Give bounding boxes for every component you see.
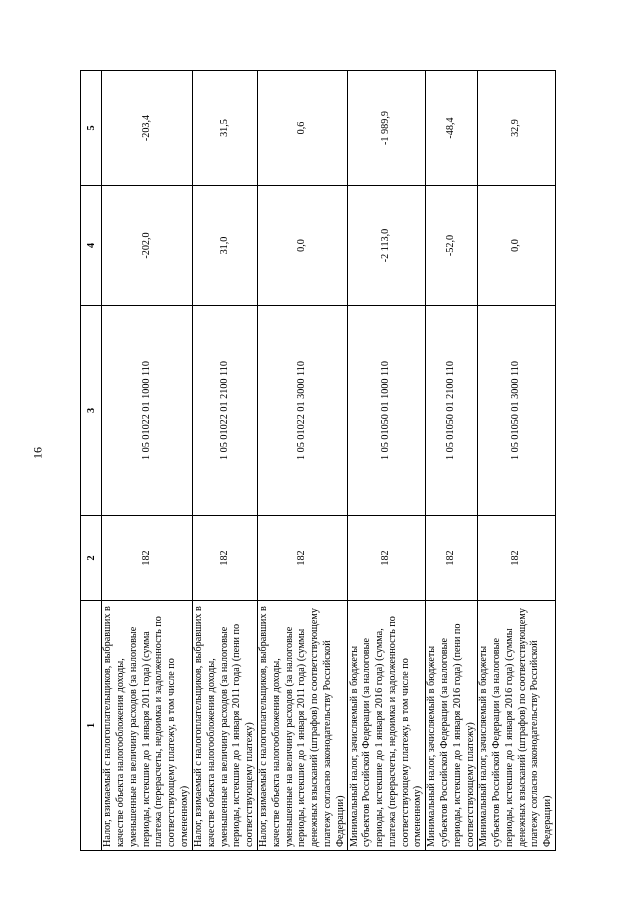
table-row bbox=[426, 71, 478, 851]
revenue-table bbox=[80, 70, 556, 851]
table-row bbox=[478, 71, 556, 851]
row-value-col5: -1 989,9 bbox=[348, 71, 426, 186]
row-value-col5: -203,4 bbox=[102, 71, 193, 186]
table-row bbox=[102, 71, 193, 851]
table-header-row bbox=[81, 71, 102, 851]
row-admin-code: 182 bbox=[426, 516, 478, 601]
row-value-col4: 0,0 bbox=[478, 186, 556, 306]
row-name: Минимальный налог, зачисляемый в бюджеты субъектов Российской Федерации (за налоговые периоды, истекшие до 1 января 2016 года) (суммы денежных взысканий (штрафов) по соответствующему платежу согласно законодательству Российской Федерации) bbox=[478, 601, 556, 851]
row-budget-code: 1 05 01022 01 1000 110 bbox=[102, 306, 193, 516]
header-col-2: 2 bbox=[81, 516, 102, 601]
header-col-1: 1 bbox=[81, 601, 102, 851]
row-budget-code: 1 05 01050 01 3000 110 bbox=[478, 306, 556, 516]
row-name: Налог, взимаемый с налогоплательщиков, выбравших в качестве объекта налогообложения доходы, уменьшенные на величину расходов (за налоговые периоды, истекшие до 1 января 2011 года) (суммы денежных взысканий (штрафов) по соответствующему платежу согласно законодательству Российской Федерации) bbox=[258, 601, 348, 851]
row-value-col4: -2 113,0 bbox=[348, 186, 426, 306]
row-budget-code: 1 05 01022 01 2100 110 bbox=[193, 306, 258, 516]
row-name: Минимальный налог, зачисляемый в бюджеты субъектов Российской Федерации (за налоговые периоды, истекшие до 1 января 2016 года) (сумма, платежа (перерасчеты, недоимка и задолженность по соответствующему платежу, в том числе по отмененному) bbox=[348, 601, 426, 851]
row-name: Налог, взимаемый с налогоплательщиков, выбравших в качестве объекта налогообложения доходы, уменьшенные на величину расходов (за налоговые периоды, истекшие до 1 января 2011 года) (пени по соответствующему платежу) bbox=[193, 601, 258, 851]
header-col-4: 4 bbox=[81, 186, 102, 306]
row-name: Минимальный налог, зачисляемый в бюджеты субъектов Российской Федерации (за налоговые периоды, истекшие до 1 января 2016 года) (пени по соответствующему платежу) bbox=[426, 601, 478, 851]
row-budget-code: 1 05 01022 01 3000 110 bbox=[258, 306, 348, 516]
header-col-5: 5 bbox=[81, 71, 102, 186]
row-value-col5: 0,6 bbox=[258, 71, 348, 186]
row-admin-code: 182 bbox=[478, 516, 556, 601]
row-budget-code: 1 05 01050 01 1000 110 bbox=[348, 306, 426, 516]
row-admin-code: 182 bbox=[348, 516, 426, 601]
row-admin-code: 182 bbox=[193, 516, 258, 601]
table-row bbox=[348, 71, 426, 851]
row-name: Налог, взимаемый с налогоплательщиков, выбравших в качестве объекта налогообложения доходы, уменьшенные на величину расходов (за налоговые периоды, истекшие до 1 января 2011 года) (сумма платежа (перерасчеты, недоимка и задолженность по соответствующему платежу, в том числе по отмененному) bbox=[102, 601, 193, 851]
row-value-col4: -52,0 bbox=[426, 186, 478, 306]
row-value-col4: 31,0 bbox=[193, 186, 258, 306]
row-value-col5: -48,4 bbox=[426, 71, 478, 186]
row-value-col4: -202,0 bbox=[102, 186, 193, 306]
row-admin-code: 182 bbox=[102, 516, 193, 601]
header-col-3: 3 bbox=[81, 306, 102, 516]
rotated-table-container bbox=[80, 71, 553, 851]
row-value-col5: 31,5 bbox=[193, 71, 258, 186]
table-row bbox=[193, 71, 258, 851]
row-budget-code: 1 05 01050 01 2100 110 bbox=[426, 306, 478, 516]
page-number: 16 bbox=[30, 447, 45, 459]
table-row bbox=[258, 71, 348, 851]
row-admin-code: 182 bbox=[258, 516, 348, 601]
row-value-col4: 0,0 bbox=[258, 186, 348, 306]
row-value-col5: 32,9 bbox=[478, 71, 556, 186]
